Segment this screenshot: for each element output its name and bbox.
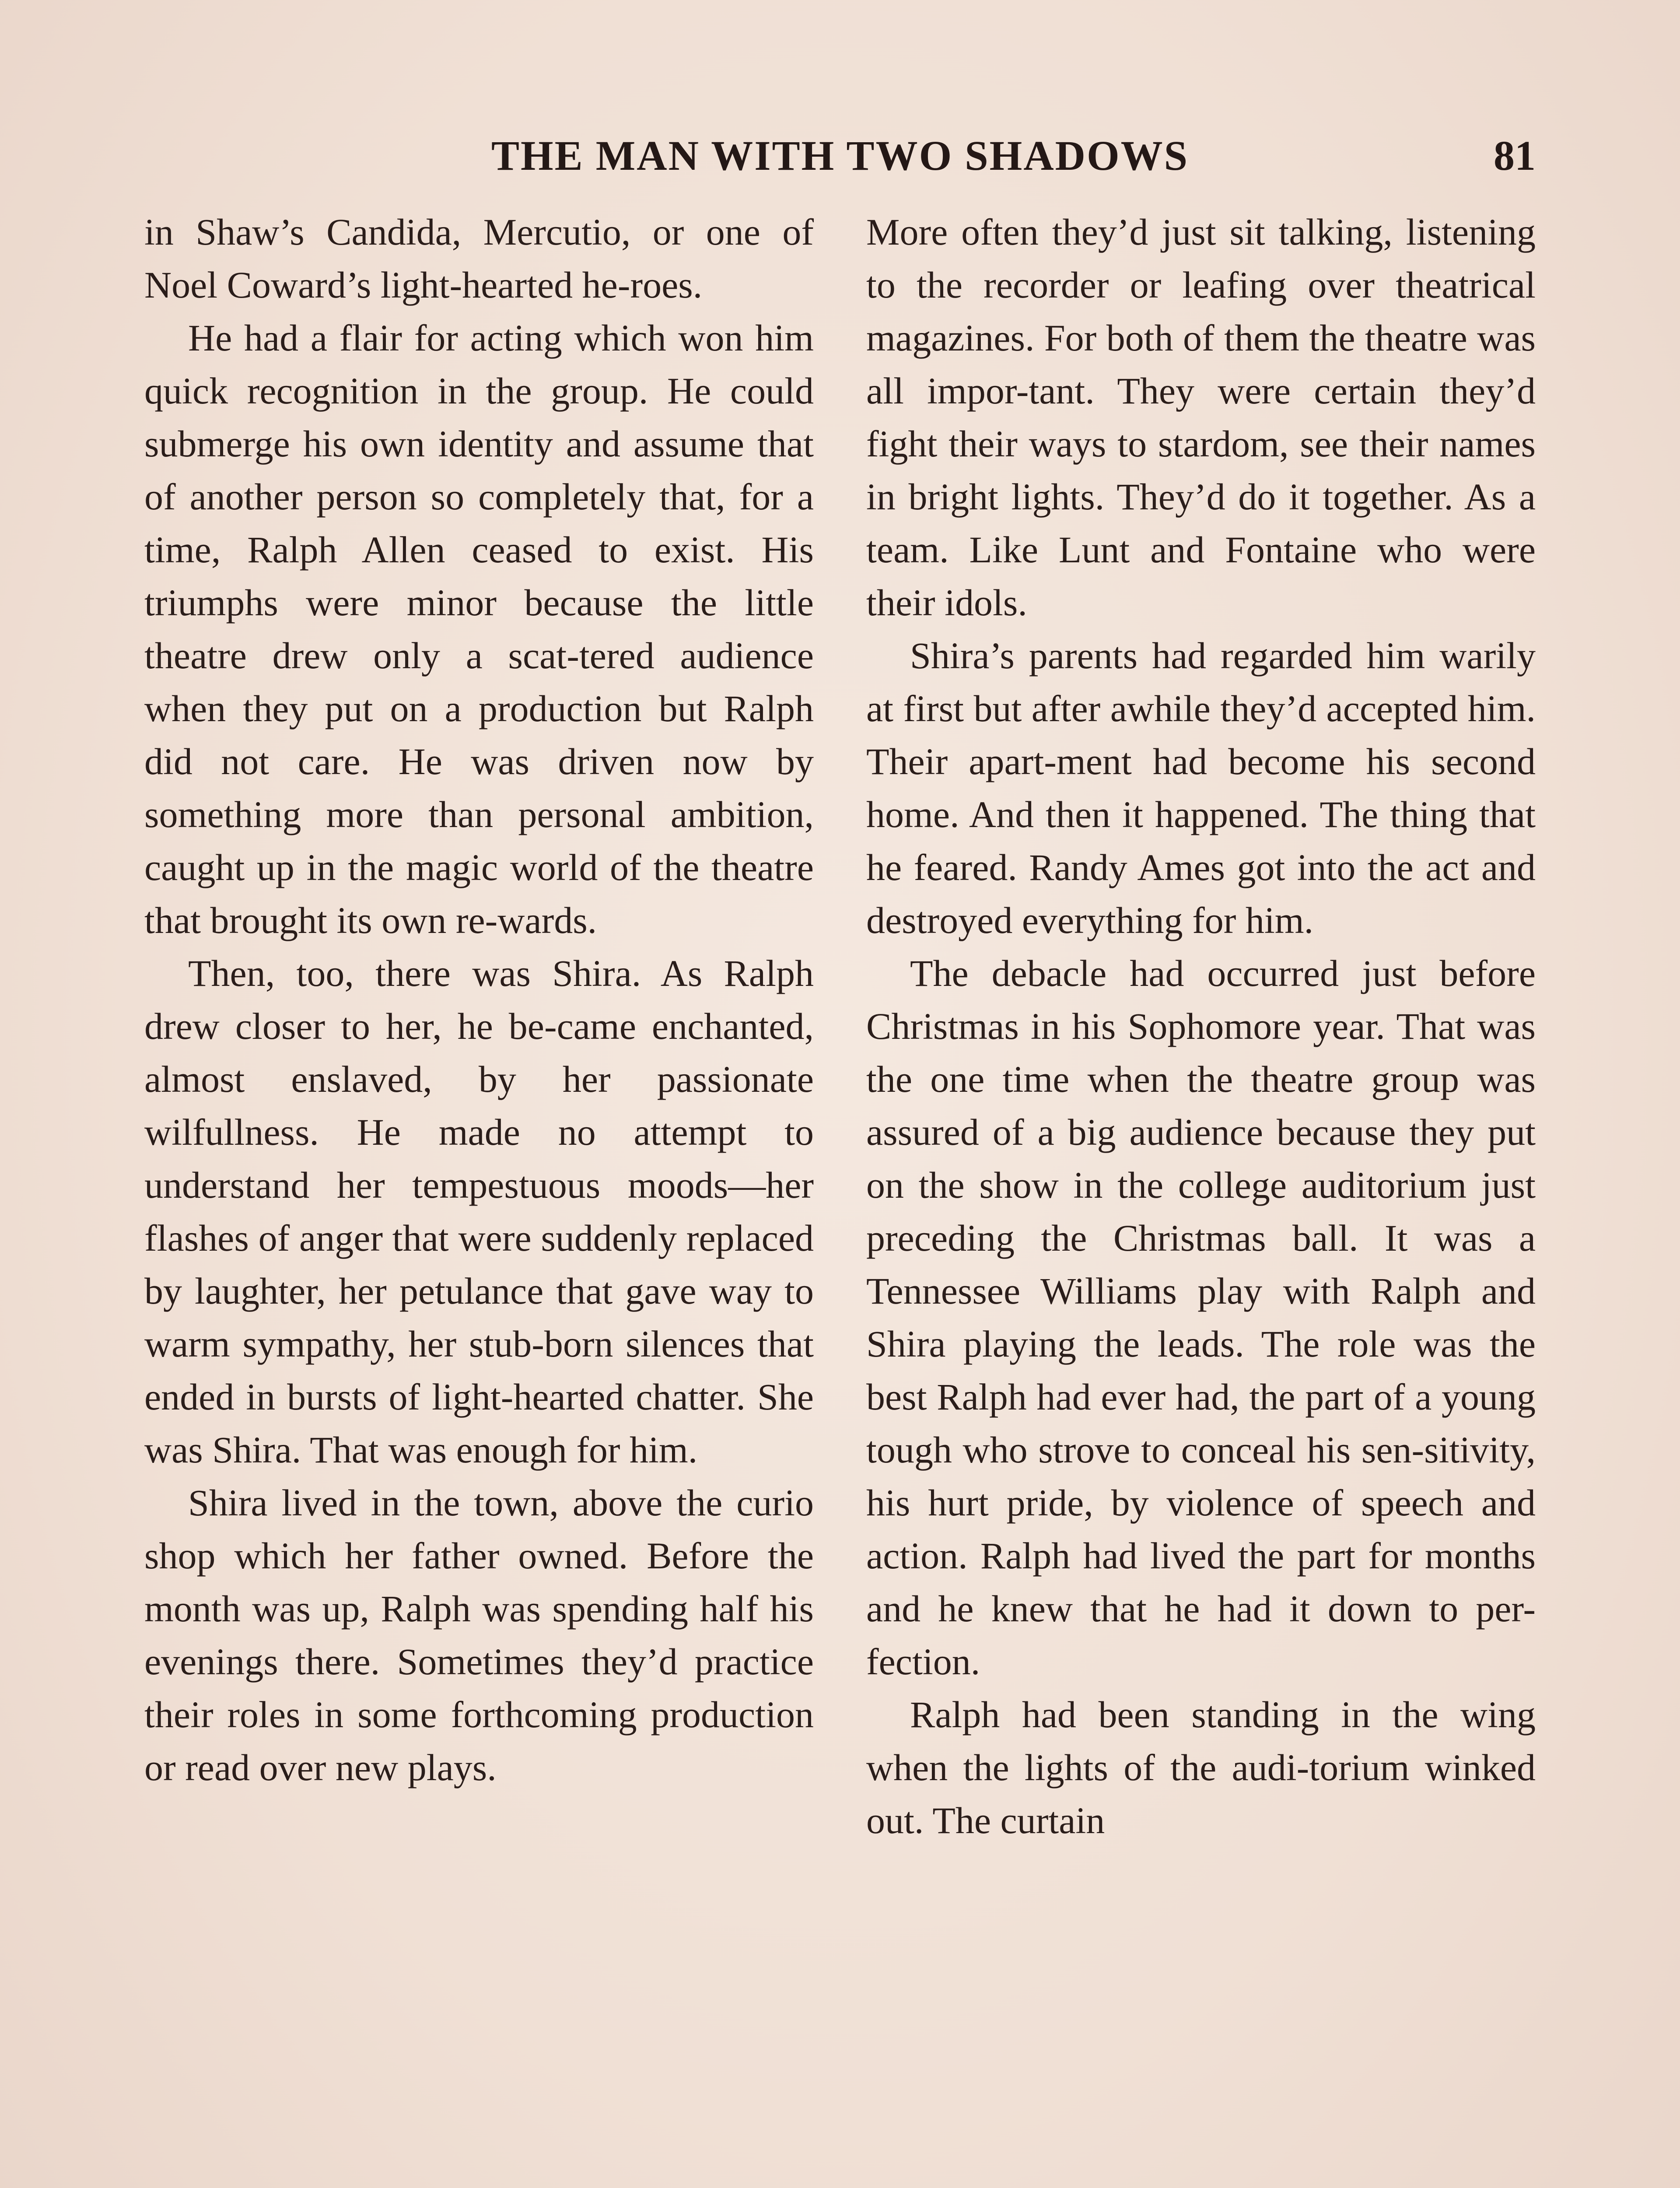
paragraph: in Shaw’s Candida, Mercutio, or one of Noel Coward’s light-hearted he-roes. [144, 211, 814, 306]
paragraph: Shira’s parents had regarded him warily at first but after awhile they’d accepted him. Their apart-ment had become his second home. And then it happened. The thing that he feared. Randy Ames got into the act and destroyed everything for him. [866, 635, 1536, 941]
right-column [866, 206, 1536, 1847]
left-column [144, 206, 814, 1794]
paragraph: Shira lived in the town, above the curio shop which her father owned. Before the month was up, Ralph was spending half his evenings there. Sometimes they’d practice their roles in some forthcoming production or read over new plays. [144, 1482, 814, 1788]
paragraph: Ralph had been standing in the wing when the lights of the audi-torium winked out. The curtain [866, 1694, 1536, 1841]
paragraph: The debacle had occurred just before Christmas in his Sophomore year. That was the one time when the theatre group was assured of a big audience because they put on the show in the college auditorium just preceding the Christmas ball. It was a Tennessee Williams play with Ralph and Shira playing the leads. The role was the best Ralph had ever had, the part of a young tough who strove to conceal his sen-sitivity, his hurt pride, by violence of speech and action. Ralph had lived the part for months and he knew that he had it down to per-fection. [866, 952, 1536, 1683]
running-title: THE MAN WITH TWO SHADOWS [491, 132, 1189, 179]
paragraph: He had a flair for acting which won him quick recognition in the group. He could submerge his own identity and assume that of another person so completely that, for a time, Ralph Allen ceased to exist. His triumphs were minor because the little theatre drew only a scat-tered audience when they put on a production but Ralph did not care. He was driven now by something more than personal ambition, caught up in the magic world of the theatre that brought its own re-wards. [144, 317, 814, 941]
paragraph: More often they’d just sit talking, listening to the recorder or leafing over theatrical magazines. For both of them the theatre was all impor-tant. They were certain they’d fight their ways to stardom, see their names in bright lights. They’d do it together. As a team. Like Lunt and Fontaine who were their idols. [866, 211, 1536, 624]
paragraph: Then, too, there was Shira. As Ralph drew closer to her, he be-came enchanted, almost enslaved, by her passionate wilfullness. He made no attempt to understand her tempestuous moods—her flashes of anger that were suddenly replaced by laughter, her petulance that gave way to warm sympathy, her stub-born silences that ended in bursts of light-hearted chatter. She was Shira. That was enough for him. [144, 952, 814, 1471]
page-number: 81 [1494, 132, 1536, 179]
